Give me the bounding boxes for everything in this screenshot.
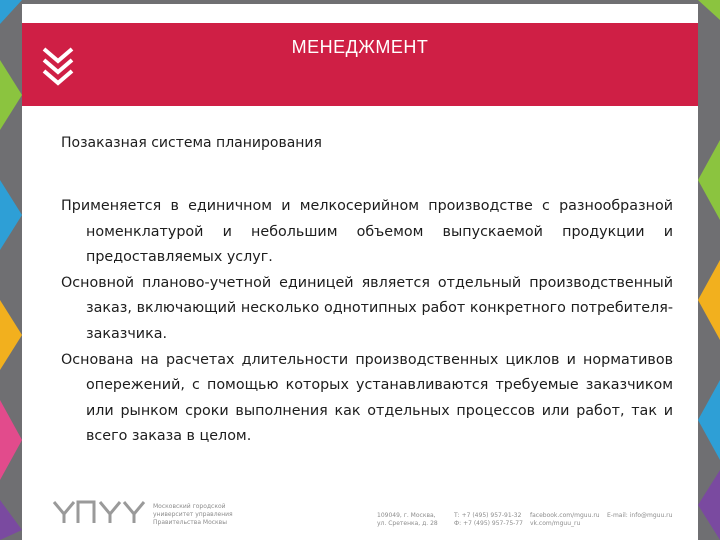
header-bar xyxy=(22,23,698,106)
footer xyxy=(22,494,698,534)
paragraph-2: Основной планово-учетной единицей является отдельный производственный заказ, включающий несколько однотипных работ конкретного потребителя-заказчика. xyxy=(61,274,673,342)
right-decorative-edge xyxy=(698,0,720,540)
footer-university: Московский городской университет управления Правительства Москвы xyxy=(153,503,233,526)
right-edge-triangles xyxy=(698,0,720,540)
left-decorative-edge xyxy=(0,0,22,540)
footer-social: facebook.com/mguu.ru vk.com/mguu_ru xyxy=(530,512,600,527)
body-text xyxy=(61,194,673,450)
university-logo xyxy=(52,500,147,524)
footer-address: 109049, г. Москва, ул. Сретенка, д. 28 xyxy=(377,512,438,527)
footer-phones: Т: +7 (495) 957-91-32 Ф: +7 (495) 957-75-77 xyxy=(454,512,523,527)
paragraph-3: Основана на расчетах длительности производственных циклов и нормативов опережений, с помощью которых устанавливаются требуемые заказчиком или рынком сроки выполнения как отдельных процессов или работ, так и всего заказа в целом. xyxy=(61,351,673,445)
paragraph-1: Применяется в единичном и мелкосерийном производстве с разнообразной номенклатурой и небольшим объемом выпускаемой продукции и предоставляемых услуг. xyxy=(61,198,673,266)
slide-subtitle: Позаказная система планирования xyxy=(61,135,322,151)
left-edge-triangles xyxy=(0,0,22,540)
footer-email: E-mail: info@mguu.ru xyxy=(607,512,673,519)
slide-title: МЕНЕДЖМЕНТ xyxy=(291,37,429,57)
slide xyxy=(22,4,698,540)
